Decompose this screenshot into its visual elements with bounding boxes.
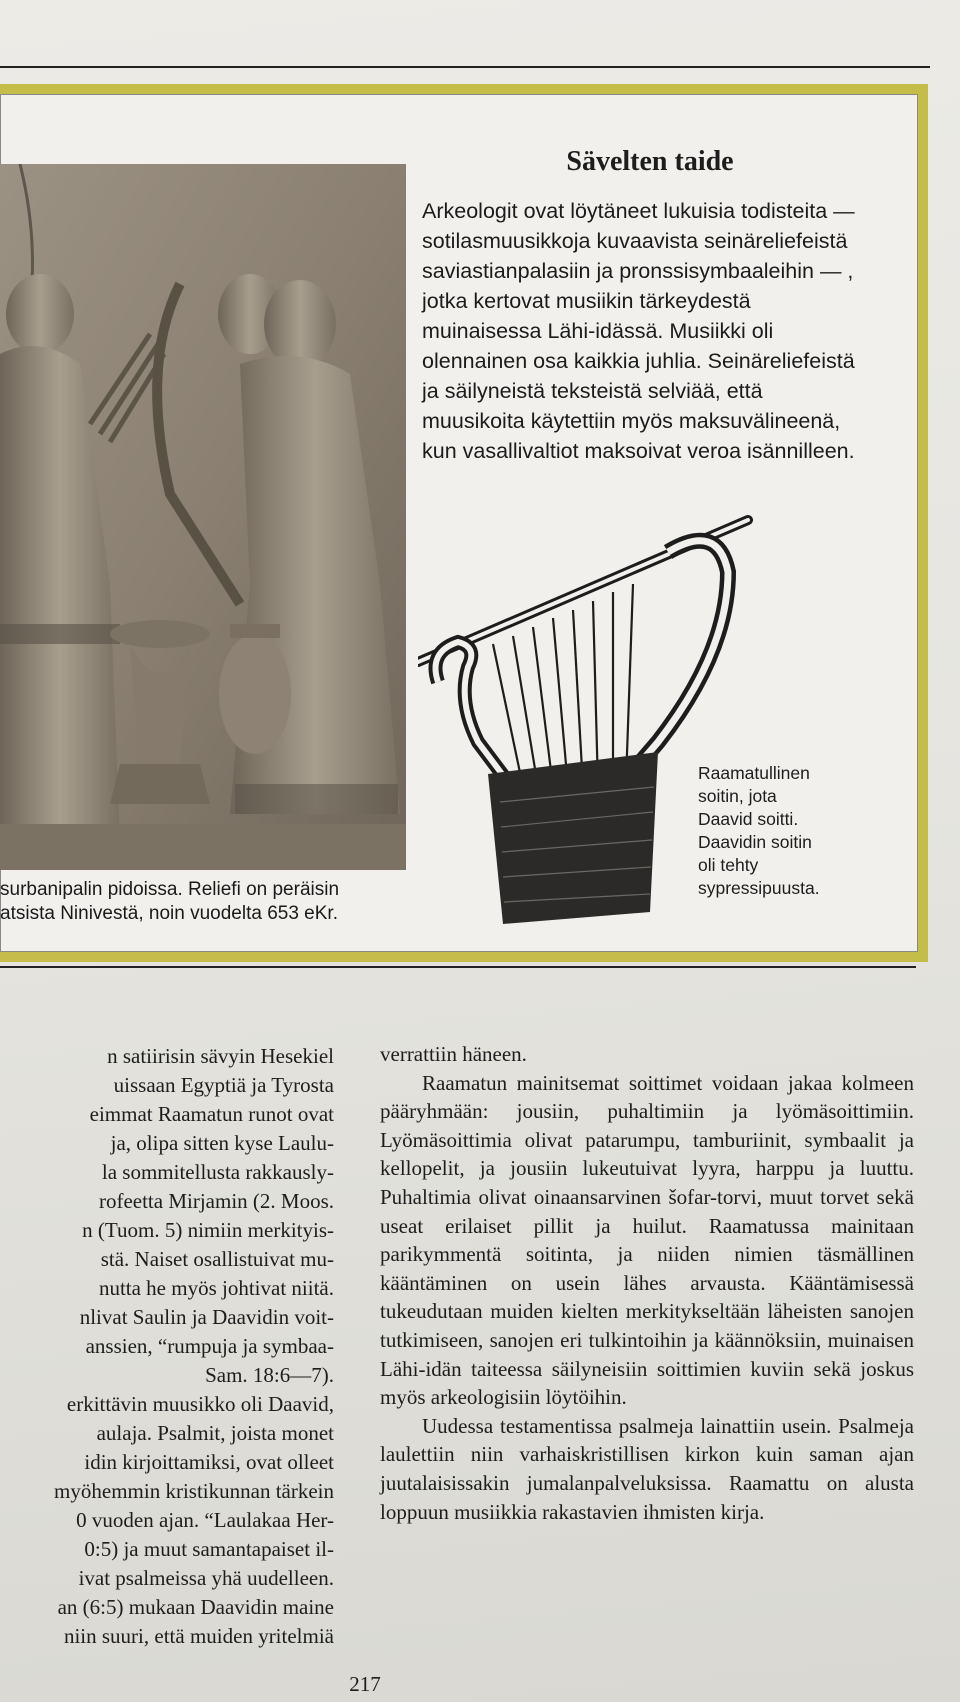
lyre-caption-line: Daavidin soitin (698, 832, 812, 852)
lyre-caption-line: soitin, jota (698, 786, 777, 806)
text-line: niin suuri, että muiden yritelmiä (63, 1624, 334, 1648)
text-line: uissaan Egyptiä ja Tyrosta (113, 1073, 334, 1097)
text-line: 0:5) ja muut samantapaiset il- (84, 1537, 334, 1561)
paragraph-continuation: verrattiin häneen. (380, 1042, 527, 1066)
text-line: an (6:5) mukaan Daavidin maine (57, 1595, 334, 1619)
relief-caption (0, 878, 420, 926)
lyre-caption-line: Raamatullinen (698, 763, 810, 783)
text-line: n satiirisin sävyin Hesekiel (107, 1044, 334, 1068)
paragraph-instruments: Raamatun mainitsemat soittimet voidaan jakaa kolmeen pääryhmään: jousiin, puhaltimiin ja lyömäsoittimiin. Lyömäsoittimia olivat patarumpu, tamburiinit, symbaalit ja kellopelit, ja jousiin lukeutuivat lyyra, harppu ja luuttu. Puhaltimia olivat oinaansarvinen šofar-torvi, muut torvet sekä useat erilaiset pillit ja huilut. Raamatussa mainitaan parikymmentä soitinta, ja niiden nimien täsmällinen kääntäminen on usein lähes arvausta. Kääntämisessä tukeudutaan muiden kielten merkitykseltään läheisten sanojen tutkimiseen, sanojen eri tulkintoihin ja käännöksiin, muinaisen Lähi-idän taiteessa säilyneisiin soittimien kuviin sekä joskus myös arkeologisiin löytöihin. (380, 1070, 914, 1410)
text-line: rofeetta Mirjamin (2. Moos. (98, 1189, 334, 1213)
text-line: aulaja. Psalmit, joista monet (96, 1421, 334, 1445)
text-line: nutta he myös johtivat niitä. (98, 1276, 334, 1300)
lyre-caption-line: Daavid soitti. (698, 809, 799, 829)
lyre-caption (698, 762, 868, 900)
text-line: idin kirjoittamiksi, ovat olleet (84, 1450, 334, 1474)
sidebar-title: Sävelten taide (566, 146, 734, 177)
top-rule (0, 66, 930, 68)
text-line: ivat psalmeissa yhä uudelleen. (78, 1566, 334, 1590)
text-line: anssien, “rumpuja ja symbaa- (85, 1334, 334, 1358)
relief-caption-line-2: atsista Ninivestä, noin vuodelta 653 eKr. (0, 903, 338, 924)
text-line: nlivat Saulin ja Daavidin voit- (79, 1305, 334, 1329)
sidebar-body: Arkeologit ovat löytäneet lukuisia todisteita — sotilasmuusikkoja kuvaavista seinäreliefeistä saviastianpalasiin ja pronssisymbaaleihin — , jotka kertovat musiikin tärkeydestä muinaisessa Lähi-idässä. Musiikki oli olennainen osa kaikkia juhlia. Seinäreliefeistä ja säilyneistä teksteistä selviää, että muusikoita käytettiin myös maksuvälineenä, kun vasallivaltiot maksoivat veroa isännilleen. (422, 199, 855, 463)
left-text-column (0, 1042, 334, 1651)
paragraph-new-testament: Uudessa testamentissa psalmeja lainattiin usein. Psalmeja laulettiin niin varhaiskristillisen kirkon kuin saman ajan juutalaisissakin jumalanpalveluksissa. Raamattu on alusta loppuun musiikkia rakastavien ihmisten kirja. (380, 1413, 914, 1524)
text-line: eimmat Raamatun runot ovat (89, 1102, 334, 1126)
text-line: stä. Naiset osallistuivat mu- (100, 1247, 334, 1271)
text-line: ja, olipa sitten kyse Laulu- (110, 1131, 334, 1155)
mid-rule (0, 966, 916, 968)
text-line: Sam. 18:6—7). (205, 1363, 334, 1387)
lyre-caption-line: sypressipuusta. (698, 878, 820, 898)
text-line: 0 vuoden ajan. “Laulakaa Her- (76, 1508, 334, 1532)
relief-caption-line-1: surbanipalin pidoissa. Reliefi on peräisin (0, 879, 340, 900)
page-number: 217 (349, 1672, 381, 1696)
text-line: la sommitellusta rakkausly- (101, 1160, 334, 1184)
right-text-column (380, 1040, 914, 1526)
lyre-caption-line: oli tehty (698, 855, 759, 875)
text-line: myöhemmin kristikunnan tärkein (54, 1479, 334, 1503)
assyrian-relief-photo (0, 164, 406, 870)
text-line: n (Tuom. 5) nimiin merkityis- (82, 1218, 334, 1242)
text-line: erkittävin muusikko oli Daavid, (66, 1392, 334, 1416)
